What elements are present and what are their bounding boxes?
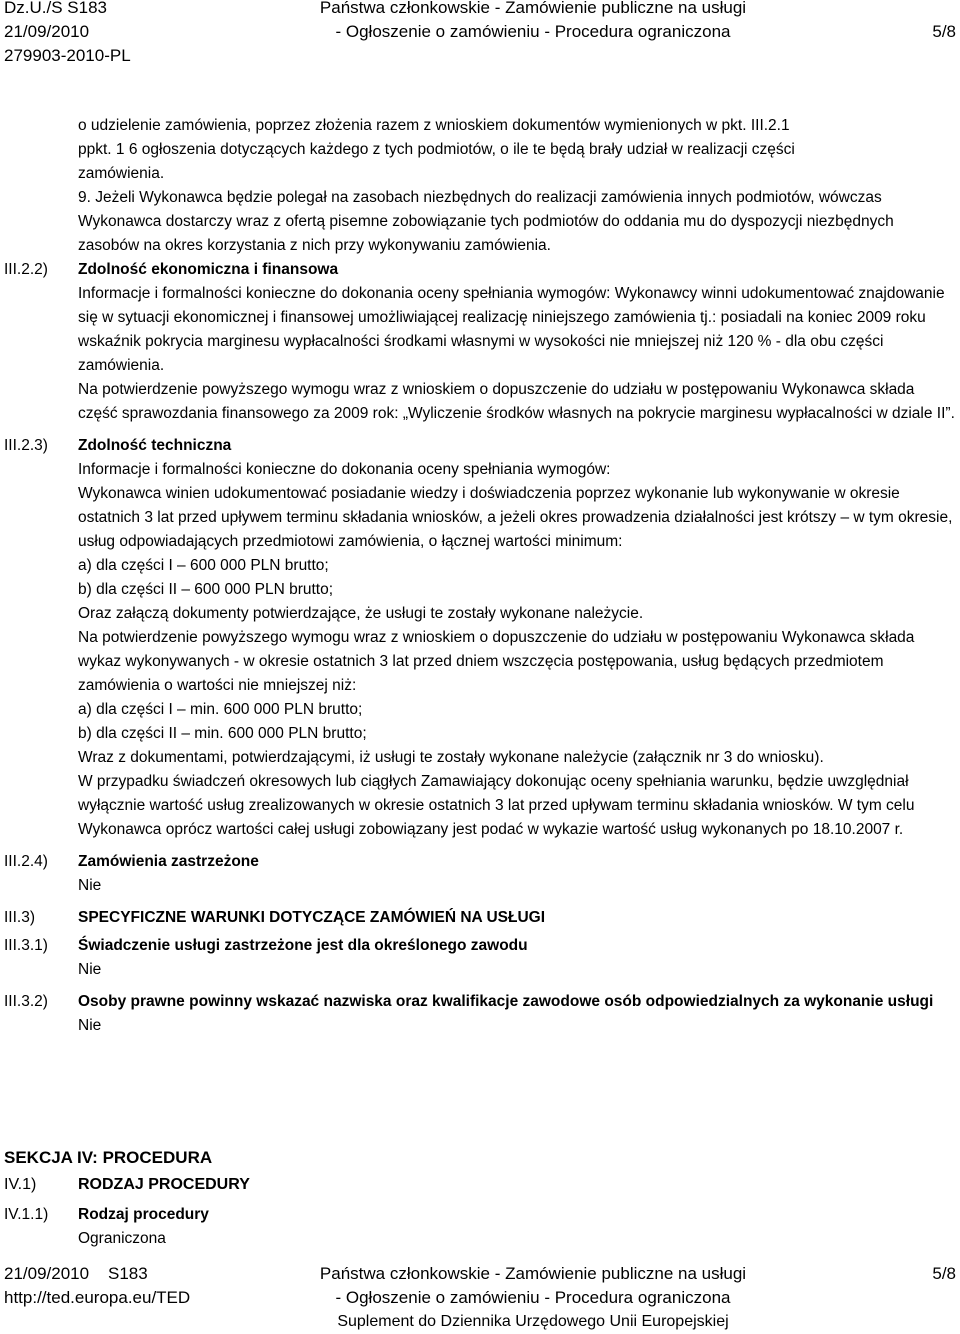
section-value: Nie <box>78 1017 102 1034</box>
section-paragraph: Informacje i formalności konieczne do dokonania oceny spełniania wymogów: Wykonawcy winni udokumentować znajdowanie się w sytuacji ekonomicznej i finansowej umożliwiającej realizację niniejszego zamówienia tj.: posiadali na koniec 2009 roku wskaźnik pokrycia marginesu wypłacalności środkami własnymi w wysokości nie mniejszej niż 120 % - dla obu części zamówienia. <box>78 285 945 374</box>
section-paragraph: Na potwierdzenie powyższego wymogu wraz z wnioskiem o dopuszczenie do udziału w postępowaniu Wykonawca składa część sprawozdania finansowego za 2009 rok: „Wyliczenie środków własnych na pokrycie marginesu wypłacalności w dziale II”. <box>78 381 955 422</box>
footer-page-number: 5/8 <box>932 1264 956 1283</box>
section-paragraph: Oraz załączą dokumenty potwierdzające, że usługi te zostały wykonane należycie. <box>78 605 644 622</box>
header-date: 21/09/2010 <box>4 22 90 41</box>
intro-line-3: zamówienia. <box>78 165 165 182</box>
footer-url[interactable]: http://ted.europa.eu/TED <box>4 1288 191 1307</box>
doc-id: Dz.U./S S183 <box>4 0 107 17</box>
page-footer <box>0 1262 960 1334</box>
section-number: IV.1.1) <box>4 1206 49 1223</box>
header-ref: 279903-2010-PL <box>4 46 131 65</box>
footer-title: Państwa członkowskie - Zamówienie publiczne na usługi <box>319 1264 747 1283</box>
section-paragraph: Informacje i formalności konieczne do dokonania oceny spełniania wymogów: <box>78 461 611 478</box>
section-number: III.3.2) <box>4 993 48 1010</box>
section-number: III.3) <box>4 909 36 926</box>
header-title: Państwa członkowskie - Zamówienie publiczne na usługi <box>319 0 747 17</box>
section-iii-2-3 <box>0 434 960 842</box>
section-paragraph: a) dla części I – min. 600 000 PLN brutto; <box>78 701 363 718</box>
section-iv-block <box>0 1173 960 1251</box>
page-header <box>0 0 960 70</box>
section-heading: Rodzaj procedury <box>78 1206 209 1223</box>
section-iv-1-1 <box>0 1203 960 1251</box>
intro-line-1: o udzielenie zamówienia, poprzez złożenia razem z wnioskiem dokumentów wymienionych w pkt. III.2.1 <box>78 117 790 134</box>
section-heading: Zamówienia zastrzeżone <box>78 853 259 870</box>
footer-date: 21/09/2010 <box>4 1264 90 1283</box>
section-paragraph: Wraz z dokumentami, potwierdzającymi, iż usługi te zostały wykonane należycie (załącznik nr 3 do wniosku). <box>78 749 824 766</box>
intro-line-2: ppkt. 1 6 ogłoszenia dotyczących każdego z tych podmiotów, o ile te będą brały udział w realizacji części <box>78 141 795 158</box>
section-iii-3-2 <box>0 990 960 1038</box>
section-number: III.2.2) <box>4 261 48 278</box>
section-value: Nie <box>78 961 102 978</box>
section-paragraph: b) dla części II – min. 600 000 PLN brutto; <box>78 725 367 742</box>
section-paragraph: Na potwierdzenie powyższego wymogu wraz z wnioskiem o dopuszczenie do udziału w postępowaniu Wykonawca składa wykaz wykonywanych - w okresie ostatnich 3 lat przed dniem wszczęcia postępowania, usług będących przedmiotem zamówienia o wartości nie mniejszej niż: <box>78 629 915 694</box>
section-paragraph: b) dla części II – 600 000 PLN brutto; <box>78 581 334 598</box>
header-center <box>308 0 758 44</box>
footer-subtitle: - Ogłoszenie o zamówieniu - Procedura ograniczona <box>335 1288 731 1307</box>
section-heading: Zdolność techniczna <box>78 437 232 454</box>
section-value: Nie <box>78 877 102 894</box>
section-heading: Osoby prawne powinny wskazać nazwiska oraz kwalifikacje zawodowe osób odpowiedzialnych za wykonanie usługi <box>78 993 934 1010</box>
section-paragraph: W przypadku świadczeń okresowych lub ciągłych Zamawiający dokonując oceny spełniania warunku, będzie uwzględniał wyłącznie wartość usług zrealizowanych w okresie ostatnich 3 lat przed upływam terminu składania wniosków. W tym celu Wykonawca oprócz wartości całej usługi zobowiązany jest podać w wykazie wartość usług wykonanych po 18.10.2007 r. <box>78 773 915 838</box>
section-heading: Zdolność ekonomiczna i finansowa <box>78 261 339 278</box>
section-heading: Świadczenie usługi zastrzeżone jest dla określonego zawodu <box>78 937 528 954</box>
section-heading: SPECYFICZNE WARUNKI DOTYCZĄCE ZAMÓWIEŃ NA USŁUGI <box>78 909 546 926</box>
section-number: IV.1) <box>4 1176 37 1193</box>
document-body <box>0 114 960 1038</box>
footer-supplement: Suplement do Dziennika Urzędowego Unii Europejskiej <box>337 1313 729 1330</box>
section-paragraph: a) dla części I – 600 000 PLN brutto; <box>78 557 329 574</box>
section-number: III.2.3) <box>4 437 48 454</box>
section-iii-2-4 <box>0 850 960 898</box>
header-left <box>4 0 131 68</box>
section-iii-2-2 <box>0 258 960 426</box>
section-heading: RODZAJ PROCEDURY <box>78 1176 250 1193</box>
footer-left <box>4 1262 190 1310</box>
section-paragraph: Wykonawca winien udokumentować posiadanie wiedzy i doświadczenia poprzez wykonanie lub wykonywanie w okresie ostatnich 3 lat przed upływem terminu składania wniosków, a jeżeli okres prowadzenia działalności jest krótszy – w tym okresie, usług odpowiadających przedmiotowi zamówienia, o łącznej wartości minimum: <box>78 485 953 550</box>
intro-block <box>0 114 960 258</box>
section-value: Ograniczona <box>78 1230 166 1247</box>
section-iii-3-1 <box>0 934 960 982</box>
section-number: III.3.1) <box>4 937 48 954</box>
section-number: III.2.4) <box>4 853 48 870</box>
intro-paragraph-9: 9. Jeżeli Wykonawca będzie polegał na zasobach niezbędnych do realizacji zamówienia innych podmiotów, wówczas Wykonawca dostarczy wraz z ofertą pisemne zobowiązanie tych podmiotów do oddania mu do dyspozycji niezbędnych zasobów na okres korzystania z nich przy wykonywaniu zamówienia. <box>78 189 894 254</box>
section-iv-1 <box>0 1173 960 1197</box>
header-page-number: 5/8 <box>932 22 956 41</box>
header-subtitle: - Ogłoszenie o zamówieniu - Procedura ograniczona <box>335 22 731 41</box>
section-iv-title: SEKCJA IV: PROCEDURA <box>4 1148 213 1167</box>
footer-center <box>308 1262 758 1334</box>
footer-series: S183 <box>108 1264 148 1283</box>
section-iii-3 <box>0 906 960 930</box>
